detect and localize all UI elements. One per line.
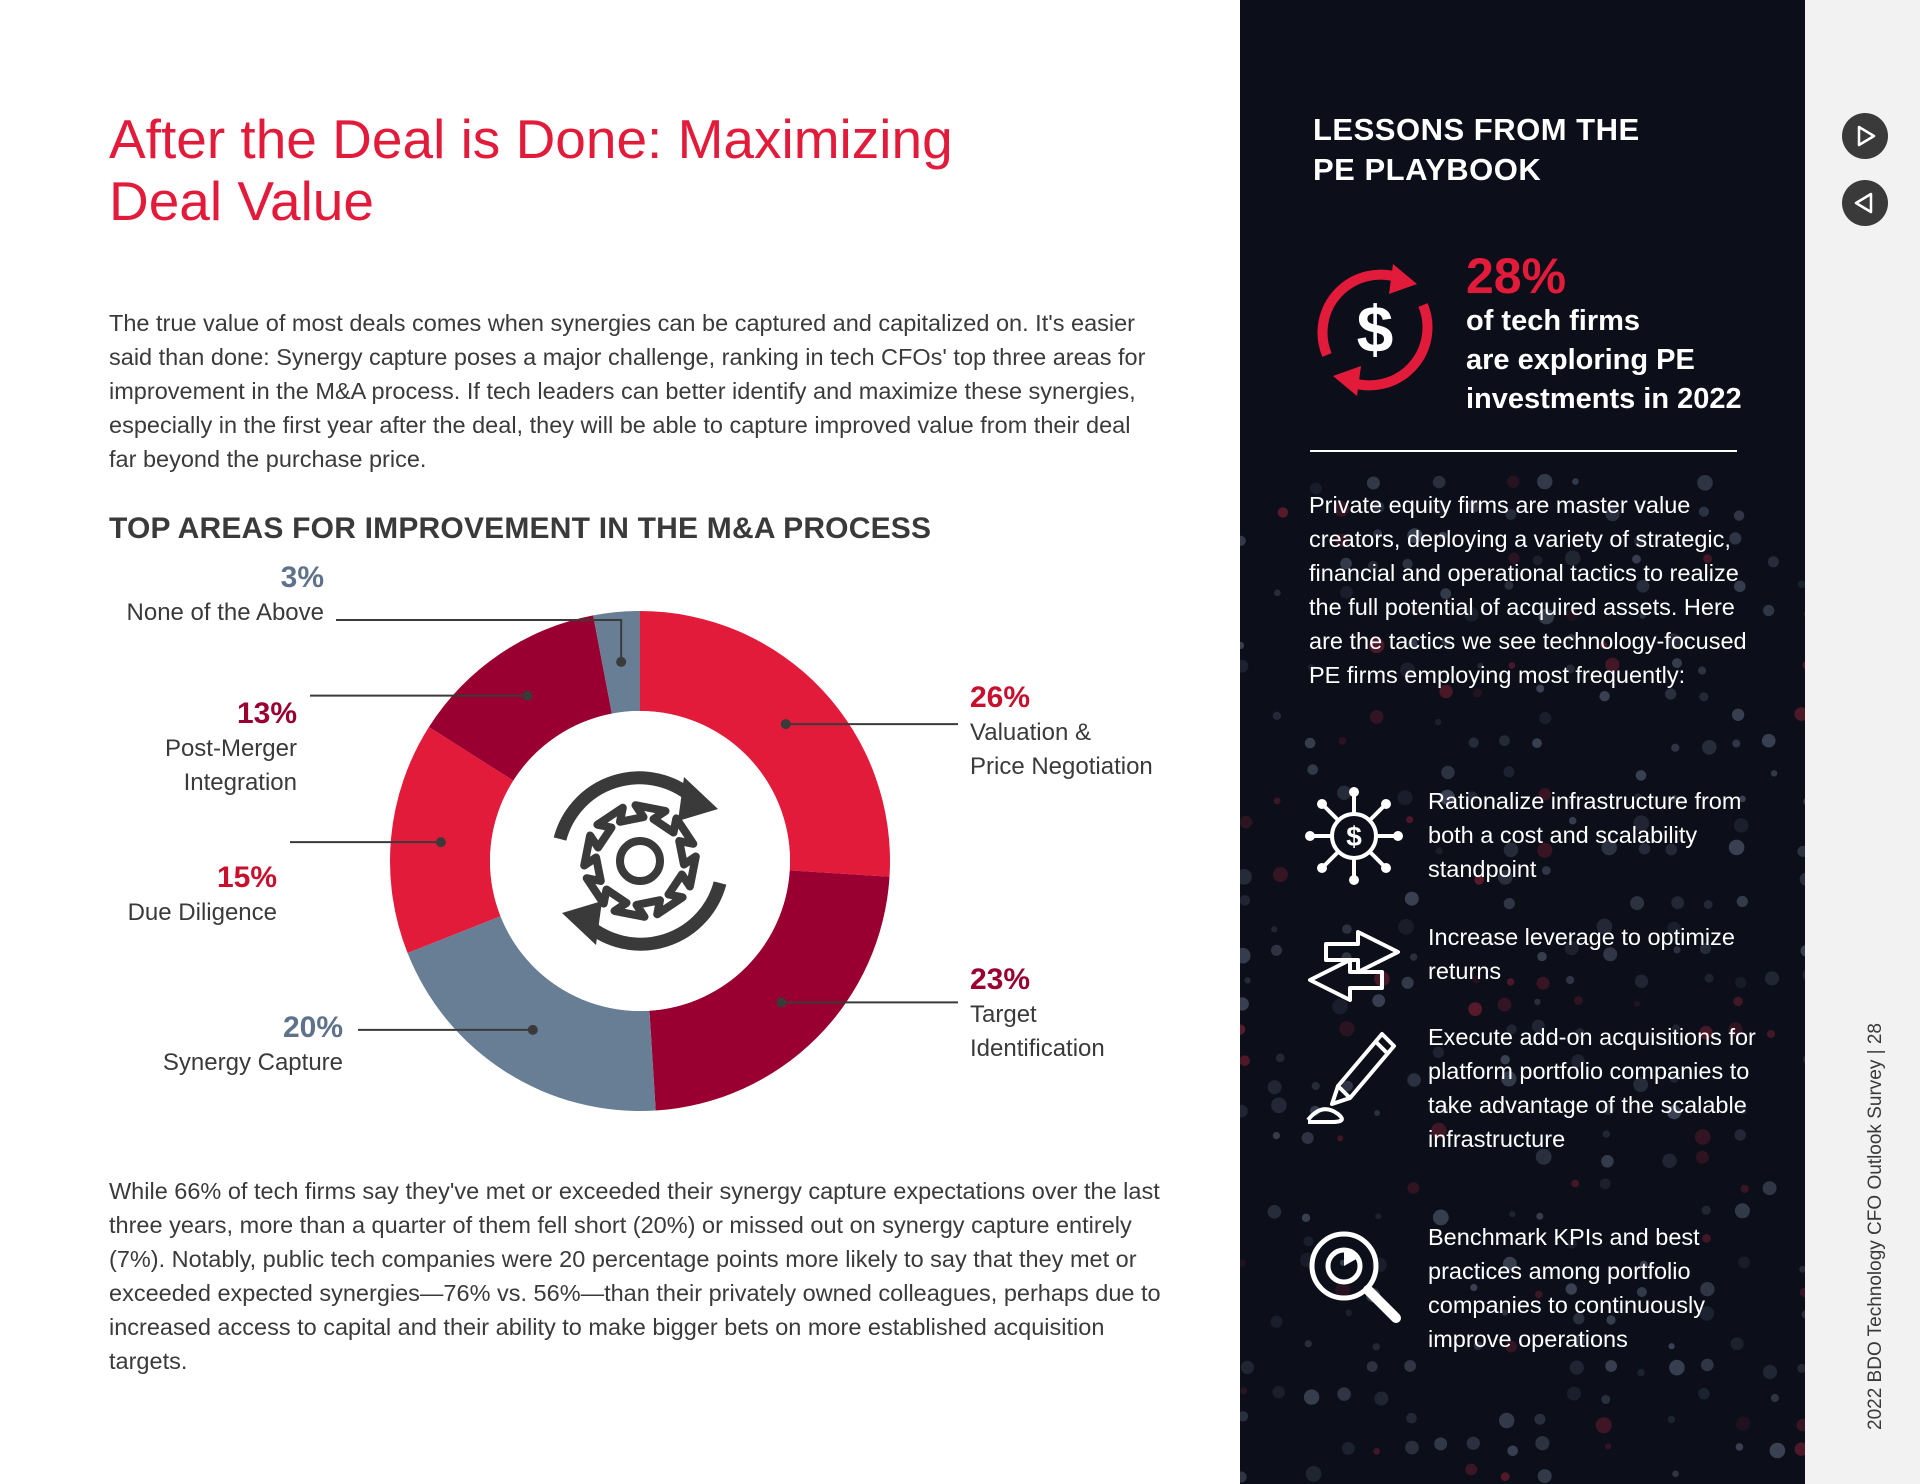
label-synergy: [0, 1010, 343, 1080]
bokeh-dot: [1240, 816, 1252, 829]
bokeh-dot: [1268, 1205, 1282, 1219]
bokeh-dot: [1509, 1211, 1515, 1217]
label-valuation-pct: 26%: [970, 681, 1031, 714]
footer-page-info: 2022 BDO Technology CFO Outlook Survey | 28: [1865, 1023, 1886, 1430]
bokeh-dot: [1274, 798, 1281, 805]
bokeh-dot: [1498, 998, 1512, 1012]
label-valuation-line1: Valuation &: [970, 719, 1091, 746]
bokeh-dot: [1405, 892, 1419, 906]
bokeh-dot: [1702, 740, 1717, 755]
bokeh-dot: [1636, 770, 1647, 781]
play-right-icon: [1852, 123, 1878, 149]
bokeh-dot: [1539, 712, 1551, 724]
bokeh-dot: [1271, 945, 1282, 956]
bokeh-dot: [1342, 1442, 1355, 1455]
svg-text:$: $: [1356, 292, 1394, 366]
bokeh-dot: [1737, 896, 1748, 907]
page-sidebar: [1805, 0, 1920, 1484]
bokeh-dot: [1469, 738, 1479, 748]
bokeh-dot: [1596, 1417, 1612, 1433]
bokeh-dot: [1671, 744, 1679, 752]
bokeh-dot: [1337, 1135, 1343, 1141]
bokeh-dot: [1337, 1387, 1351, 1401]
tactic-text-rationalize: Rationalize infrastructure from both a cost and scalability standpoint: [1428, 788, 1742, 882]
label-valuation-line2: Price Negotiation: [970, 753, 1153, 780]
pen-signature-icon: [1302, 1024, 1406, 1128]
bokeh-dot: [1570, 1361, 1584, 1375]
bokeh-dot: [1302, 1214, 1310, 1222]
label-synergy-pct: 20%: [282, 1011, 343, 1044]
bokeh-dot: [1601, 1395, 1610, 1404]
bokeh-dot: [1534, 1414, 1545, 1425]
two-way-arrows-icon: [1302, 926, 1406, 1006]
bokeh-dot: [1373, 1448, 1380, 1455]
bokeh-dot: [1339, 737, 1347, 745]
bokeh-dot: [1704, 900, 1713, 909]
bokeh-dot: [1630, 896, 1644, 910]
label-none-line1: None of the Above: [126, 599, 324, 626]
panel-body: Private equity firms are master value creators, deploying a variety of strategic, financial and operational tactics to realize the full potential of acquired assets. Here are the tactics we see technology-focused PE firms employing most frequently:: [1309, 492, 1747, 688]
dollar-network-icon: [1302, 784, 1406, 888]
bokeh-dot: [1668, 1416, 1675, 1423]
bokeh-dot: [1241, 1361, 1254, 1374]
label-synergy-line1: Synergy Capture: [162, 1049, 343, 1076]
bokeh-dot: [1274, 590, 1281, 597]
magnifier-chart-icon: [1302, 1224, 1406, 1328]
bokeh-dot: [1741, 1185, 1749, 1193]
panel-title-line1: LESSONS FROM THE: [1313, 112, 1640, 147]
bokeh-dot: [1441, 766, 1454, 779]
bokeh-dot: [1273, 712, 1281, 720]
stat-line2: are exploring PE: [1466, 344, 1695, 376]
bokeh-dot: [1504, 898, 1515, 909]
label-post-merger: [0, 696, 297, 800]
label-post-merger-line1: Post-Merger: [164, 735, 297, 762]
leader-dot-1: [781, 719, 791, 729]
bokeh-dot: [1278, 507, 1288, 517]
bokeh-dot: [1698, 1388, 1710, 1400]
stat-description: [1466, 302, 1786, 419]
bokeh-dot: [1771, 770, 1777, 776]
bokeh-dot: [1699, 692, 1708, 701]
bokeh-dot: [1701, 1359, 1714, 1372]
intro-paragraph: The true value of most deals comes when synergies can be captured and capitalized on. It's easier said than done: Synergy capture poses a major challenge, ranking in tech CFOs' top three areas for improvement in the M&A process. If tech leaders can better identify and maximize these synergies, especially in the first year after the deal, they will be able to capture improved value from their deal far beyond the purchase price.: [109, 310, 1146, 472]
bokeh-dot: [1771, 1394, 1779, 1402]
tactic-text-benchmark: Benchmark KPIs and best practices among portfolio companies to continuously improve operations: [1428, 1224, 1705, 1352]
bokeh-dot: [1270, 1316, 1282, 1328]
bokeh-dot: [1272, 1386, 1285, 1399]
stat-line3: investments in 2022: [1466, 383, 1742, 415]
leader-dot-5: [523, 691, 533, 701]
bokeh-dot: [1434, 1437, 1447, 1450]
bokeh-dot: [1672, 1471, 1679, 1478]
bokeh-dot: [1536, 1213, 1543, 1220]
label-post-merger-line2: Integration: [183, 769, 297, 796]
bokeh-dot: [1507, 1446, 1518, 1457]
bokeh-dot: [1599, 691, 1609, 701]
panel-title-line2: PE PLAYBOOK: [1313, 152, 1542, 187]
bokeh-dot: [1273, 1132, 1280, 1139]
bokeh-dot: [1499, 1413, 1514, 1428]
bokeh-dot: [1574, 996, 1583, 1005]
panel-title: [1313, 110, 1640, 190]
bokeh-dot: [1465, 1464, 1477, 1476]
bokeh-dot: [1410, 953, 1417, 960]
bokeh-dot: [1601, 1155, 1614, 1168]
bokeh-dot: [1405, 1441, 1419, 1455]
bokeh-dot: [1763, 1365, 1777, 1379]
label-due-diligence: [0, 860, 277, 930]
bokeh-dot: [1767, 1030, 1775, 1038]
pe-playbook-panel: [1240, 0, 1805, 1484]
bokeh-dot: [1373, 1343, 1380, 1350]
chart-heading: TOP AREAS FOR IMPROVEMENT IN THE M&A PROCESS: [109, 512, 932, 545]
bokeh-dot: [1735, 1203, 1750, 1218]
bokeh-dot: [1268, 1080, 1282, 1094]
bokeh-dot: [1768, 556, 1779, 567]
bokeh-dot: [1671, 896, 1684, 909]
bokeh-dot: [1507, 476, 1519, 488]
tactic-text-leverage: Increase leverage to optimize returns: [1428, 924, 1735, 984]
label-target-line2: Identification: [970, 1035, 1105, 1062]
bokeh-dot: [1538, 1469, 1552, 1483]
bokeh-dot: [1732, 709, 1744, 721]
bokeh-dot: [1435, 719, 1441, 725]
play-left-icon: [1852, 190, 1878, 216]
bokeh-dot: [1504, 766, 1515, 777]
bokeh-dot: [1271, 926, 1277, 932]
bokeh-dot: [1375, 1213, 1381, 1219]
bokeh-dot: [1240, 1387, 1247, 1394]
bokeh-dot: [1468, 1002, 1482, 1016]
bokeh-dot: [1669, 1360, 1685, 1376]
page-title: After the Deal is Done: Maximizing Deal Value: [109, 108, 953, 232]
bokeh-dot: [1240, 895, 1250, 906]
bokeh-dot: [1273, 867, 1288, 882]
bokeh-dot: [1534, 999, 1540, 1005]
outro-paragraph: While 66% of tech firms say they've met or exceeded their synergy capture expectations over the last three years, more than a quarter of them fell short (20%) or missed out on synergy capture entirely (7%). Notably, public tech companies were 20 percentage points more likely to say that they met or exceeded expected synergies—76% vs. 56%—than their privately owned colleagues, perhaps due to increased access to capital and their ability to make bigger bets on more established acquisition targets.: [109, 1178, 1161, 1374]
bokeh-dot: [1244, 977, 1250, 983]
leader-dot-6: [616, 657, 626, 667]
bokeh-dot: [1605, 1443, 1611, 1449]
leader-dot-2: [776, 997, 786, 1007]
bokeh-dot: [1763, 1181, 1777, 1195]
bokeh-dot: [1305, 1340, 1312, 1347]
leader-dot-4: [436, 837, 446, 847]
donut-hole: [490, 711, 790, 1011]
label-due-diligence-pct: 15%: [216, 861, 277, 894]
bokeh-dot: [1501, 1472, 1510, 1481]
bokeh-dot: [1407, 1182, 1419, 1194]
bokeh-dot: [1762, 734, 1776, 748]
label-target: [970, 962, 1105, 1066]
bokeh-dot: [1304, 1389, 1319, 1404]
bokeh-dot: [1305, 738, 1316, 749]
bokeh-dot: [1532, 738, 1542, 748]
bokeh-dot: [1367, 1361, 1378, 1372]
stat-line1: of tech firms: [1466, 305, 1641, 337]
label-target-pct: 23%: [970, 963, 1031, 996]
bokeh-dot: [1374, 1392, 1388, 1406]
stat-percentage: 28%: [1466, 248, 1567, 304]
label-none-pct: 3%: [280, 561, 324, 594]
bokeh-dot: [1404, 1360, 1416, 1372]
next-page-button[interactable]: [1842, 113, 1888, 159]
bokeh-dot: [1770, 1443, 1786, 1459]
bokeh-dot: [1302, 1132, 1314, 1144]
bokeh-dot: [1567, 1387, 1581, 1401]
bokeh-dot: [1634, 1001, 1640, 1007]
bokeh-dot: [1605, 1360, 1617, 1372]
leader-dot-3: [528, 1025, 538, 1035]
panel-divider: [1310, 450, 1737, 452]
donut-chart: [0, 560, 1240, 1140]
bokeh-dot: [1407, 1073, 1421, 1087]
bokeh-dot: [1271, 1098, 1287, 1114]
tactic-text-addon: Execute add-on acquisitions for platform portfolio companies to take advantage of the scalable infrastructure: [1428, 1024, 1756, 1152]
svg-text:$: $: [1346, 821, 1362, 852]
bokeh-dot: [1571, 1180, 1579, 1188]
bokeh-dot: [1637, 1369, 1644, 1376]
bokeh-dot: [1736, 1417, 1750, 1431]
bokeh-dot: [1702, 1206, 1711, 1215]
label-valuation: [970, 680, 1153, 784]
bokeh-dot: [1736, 1443, 1744, 1451]
bokeh-dot: [1572, 478, 1579, 485]
bokeh-dot: [1763, 605, 1774, 616]
bokeh-dot: [1733, 997, 1742, 1006]
bokeh-dot: [1499, 735, 1510, 746]
label-due-diligence-line1: Due Diligence: [127, 899, 277, 926]
label-post-merger-pct: 13%: [236, 697, 297, 730]
dollar-cycle-icon: [1305, 260, 1445, 400]
bokeh-dot: [1732, 740, 1740, 748]
bokeh-dot: [1406, 1413, 1417, 1424]
label-target-line1: Target: [970, 1001, 1037, 1028]
bokeh-dot: [1370, 710, 1384, 724]
bokeh-dot: [1433, 476, 1446, 489]
bokeh-dot: [1537, 474, 1552, 489]
bokeh-dot: [1276, 1054, 1285, 1063]
previous-page-button[interactable]: [1842, 180, 1888, 226]
bokeh-dot: [1306, 1466, 1322, 1482]
bokeh-dot: [1535, 1436, 1549, 1450]
label-none: [0, 560, 324, 630]
bokeh-dot: [1600, 1178, 1611, 1189]
bokeh-dot: [1307, 764, 1318, 775]
bokeh-dot: [1406, 816, 1413, 823]
bokeh-dot: [1467, 1437, 1480, 1450]
